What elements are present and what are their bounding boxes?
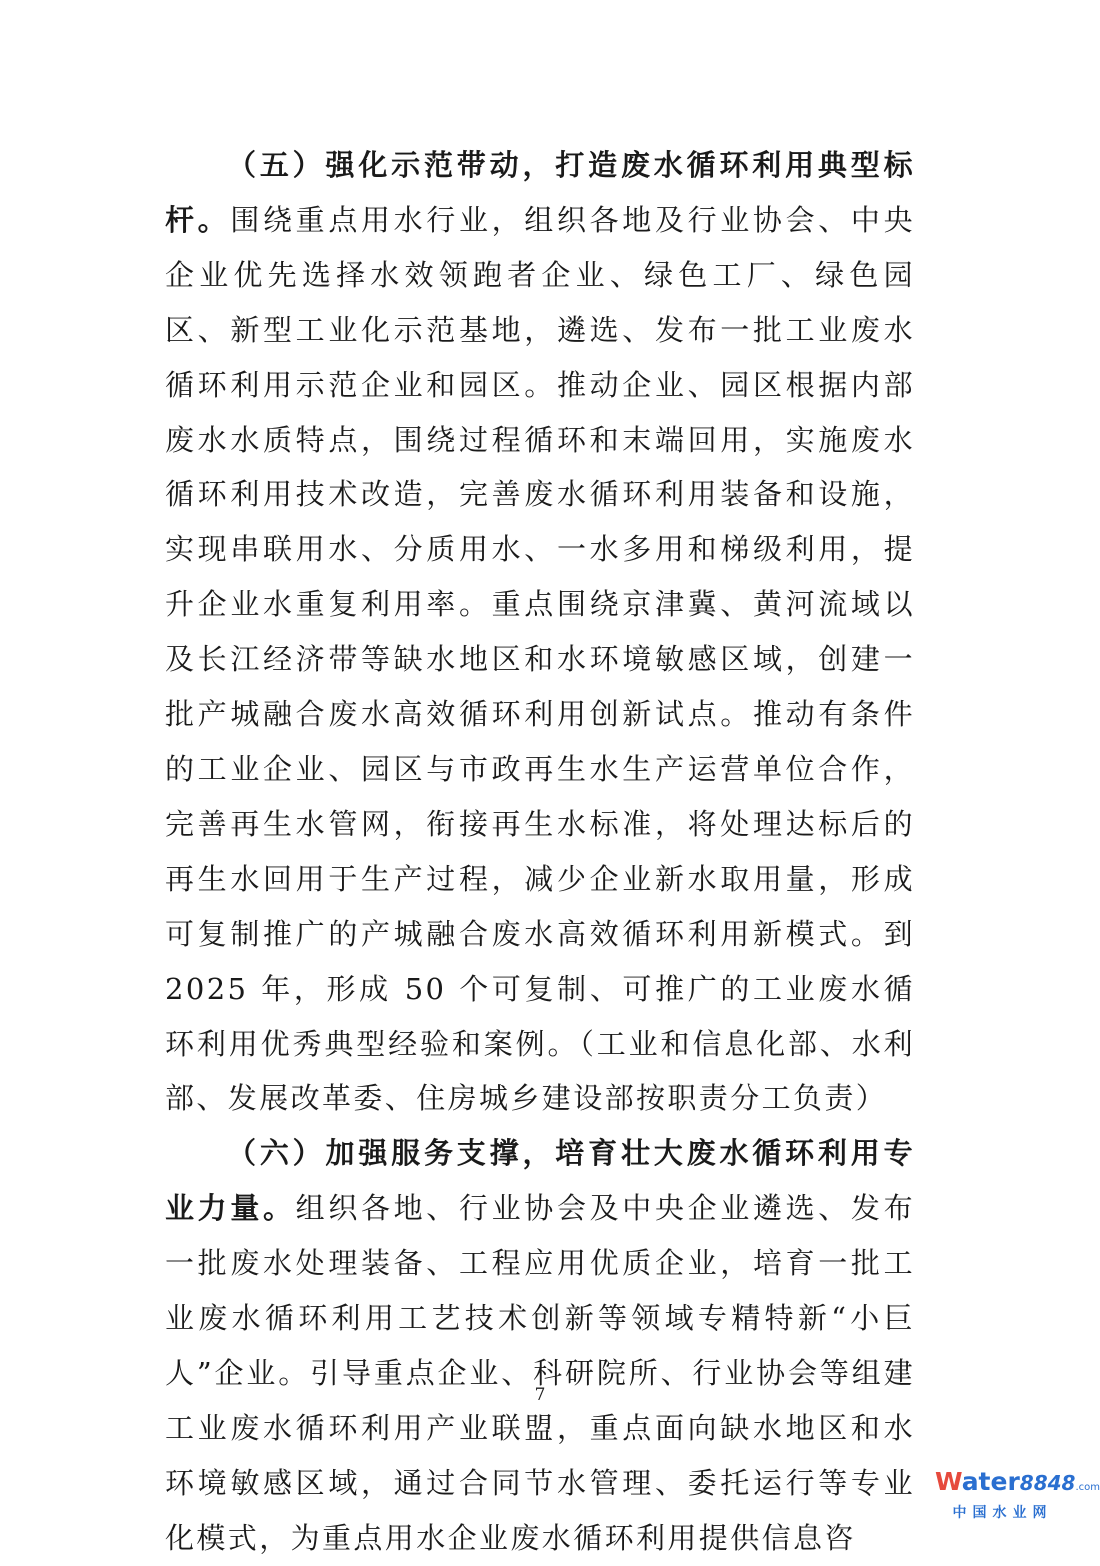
section-five-heading: （五）强化示范带动，打造废水循环利用典型标杆。 <box>165 148 915 237</box>
section-six-paragraph <box>165 1126 915 1565</box>
water8848-watermark-logo <box>935 1467 1100 1522</box>
document-page <box>165 138 915 1566</box>
section-six-heading: （六）加强服务支撑，培育壮大废水循环利用专业力量。 <box>165 1136 915 1226</box>
section-six-body: 组织各地、行业协会及中央企业遴选、发布一批废水处理装备、工程应用优质企业，培育一批工业废水循环利用工艺技术创新等领域专精特新“小巨人”企业。引导重点企业、科研院所、行业协会等组建工业废水循环利用产业联盟，重点面向缺水地区和水环境敏感区域，通过合同节水管理、委托运行等专业化模式，为重点用水企业废水循环利用提供信息咨 <box>165 1191 915 1555</box>
watermark-wordmark: Water8848.com <box>935 1467 1100 1496</box>
watermark-subtitle: 中国水业网 <box>952 1505 1053 1521</box>
page-number: 7 <box>534 1385 546 1405</box>
section-five-paragraph <box>165 138 915 1126</box>
section-five-body: 围绕重点用水行业，组织各地及行业协会、中央企业优先选择水效领跑者企业、绿色工厂、绿色园区、新型工业化示范基地，遴选、发布一批工业废水循环利用示范企业和园区。推动企业、园区根据内部废水水质特点，围绕过程循环和末端回用，实施废水循环利用技术改造，完善废水循环利用装备和设施，实现串联用水、分质用水、一水多用和梯级利用，提升企业水重复利用率。重点围绕京津冀、黄河流域以及长江经济带等缺水地区和水环境敏感区域，创建一批产城融合废水高效循环利用创新试点。推动有条件的工业企业、园区与市政再生水生产运营单位合作，完善再生水管网，衔接再生水标准，将处理达标后的再生水回用于生产过程，减少企业新水取用量，形成可复制推广的产城融合废水高效循环利用新模式。到 2025 年，形成 50 个可复制、可推广的工业废水循环利用优秀典型经验和案例。（工业和信息化部、水利部、发展改革委、住房城乡建设部按职责分工负责） <box>165 202 915 1116</box>
